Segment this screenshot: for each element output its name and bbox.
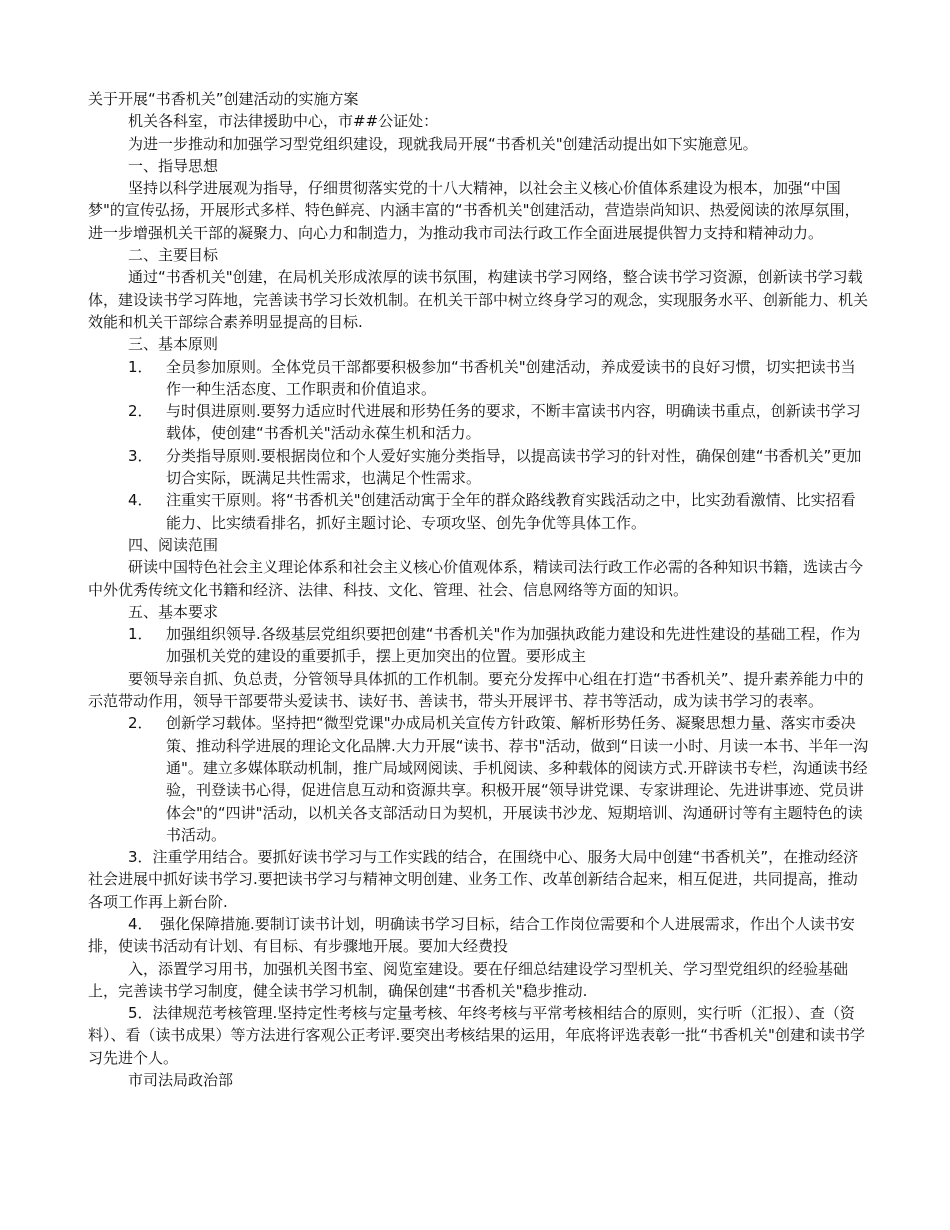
- requirement-item-3: 3．注重学用结合。要抓好读书学习与工作实践的结合，在围绕中心、服务大局中创建“书香机关”，在推动经济社会进展中抓好读书学习.要把读书学习与精神文明创建、业务工作、改革创新结合起来，相互促进，共同提高，推动各项工作再上新台阶.: [88, 848, 859, 911]
- requirement-item-4: 4． 强化保障措施.要制订读书计划，明确读书学习目标，结合工作岗位需要和个人进展需求，作出个人读书安排，使读书活动有计划、有目标、有步骤地开展。要加大经费投: [88, 914, 855, 956]
- section-1-text: 坚持以科学进展观为指导，仔细贯彻落实党的十八大精神，以社会主义核心价值体系建设为根本，加强“中国梦"的宣传弘扬，开展形式多样、特色鲜亮、内涵丰富的“书香机关"创建活动，营造崇尚知识、热爱阅读的浓厚氛围，进一步增强机关干部的凝聚力、向心力和制造力，为推动我市司法行政工作全面进展提供智力支持和精神动力。: [88, 179, 860, 242]
- requirement-item-1-continued: 要领导亲自抓、负总责，分管领导具体抓的工作机制。要充分发挥中心组在打造“书香机关”、提升素养能力中的示范带动作用，领导干部要带头爱读书、读好书、善读书，带头开展评书、荐书等活动，成为读书学习的表率。: [88, 669, 864, 711]
- section-3-heading: 三、基本原则: [128, 335, 219, 354]
- section-1-heading: 一、指导思想: [128, 156, 219, 175]
- requirement-item-1: [88, 623, 870, 668]
- requirement-item-4-continued: 入，添置学习用书，加强机关图书室、阅览室建设。要在仔细总结建设学习型机关、学习型党组织的经验基础上，完善读书学习制度，健全读书学习机制，确保创建“书香机关"稳步推动.: [88, 959, 849, 1000]
- signature: 市司法局政治部: [128, 1071, 234, 1090]
- item-text: 注重实干原则。将“书香机关"创建活动寓于全年的群众路线教育实践活动之中，比实劲看激情、比实招看能力、比实绩看排名，抓好主题讨论、专项攻坚、创先争优等具体工作。: [166, 491, 856, 532]
- intro-paragraph: 为进一步推动和加强学习型党组织建设，现就我局开展“书香机关"创建活动提出如下实施意见。: [128, 134, 758, 153]
- item-number: 2．: [128, 402, 153, 421]
- item-number: 3．: [128, 446, 153, 465]
- section-2-text: 通过“书香机关"创建，在局机关形成浓厚的读书氛围，构建读书学习网络，整合读书学习资源，创新读书学习载体，建设读书学习阵地，完善读书学习长效机制。在机关干部中树立终身学习的观念，实现服务水平、创新能力、机关效能和机关干部综合素养明显提高的目标.: [88, 268, 869, 331]
- item-text: 分类指导原则.要根据岗位和个人爱好实施分类指导，以提高读书学习的针对性，确保创建“书香机关”更加切合实际，既满足共性需求，也满足个性需求。: [166, 446, 862, 488]
- item-text: 与时俱进原则.要努力适应时代进展和形势任务的要求，不断丰富读书内容，明确读书重点，创新读书学习载体，使创建“书香机关"活动永葆生机和活力。: [166, 402, 861, 443]
- item-text: 创新学习载体。坚持把“微型党课"办成局机关宣传方针政策、解析形势任务、凝聚思想力量、落实市委决策、推动科学进展的理论文化品牌.大力开展“读书、荐书"活动，做到“日读一小时、月读一本书、半年一沟通"。建立多媒体联动机制，推广局域网阅读、手机阅读、多种载体的阅读方式.开辟读书专栏，沟通读书经验，刊登读书心得，促进信息互动和资源共享。积极开展“领导讲党课、专家讲理论、先进讲事迹、党员讲体会"的“四讲"活动，以机关各支部活动日为契机，开展读书沙龙、短期培训、沟通研讨等有主题特色的读书活动。: [166, 714, 869, 844]
- requirement-item-2: [88, 712, 870, 846]
- section-5-heading: 五、基本要求: [128, 602, 219, 621]
- section-4-text: 研读中国特色社会主义理论体系和社会主义核心价值观体系，精读司法行政工作必需的各种知识书籍，选读古今中外优秀传统文化书籍和经济、法律、科技、文化、管理、社会、信息网络等方面的知识。: [88, 558, 864, 599]
- section-2-heading: 二、主要目标: [128, 246, 219, 265]
- principle-item-1: [88, 356, 870, 401]
- item-text: 全员参加原则。全体党员干部都要积极参加“书香机关"创建活动，养成爱读书的良好习惯，切实把读书当作一种生活态度、工作职责和价值追求。: [166, 357, 856, 398]
- principle-item-4: [88, 489, 870, 534]
- item-number: 1．: [128, 357, 153, 376]
- section-4-heading: 四、阅读范围: [128, 535, 219, 554]
- principle-item-2: [88, 400, 870, 445]
- item-number: 4．: [128, 491, 153, 510]
- document-title: 关于开展“书香机关”创建活动的实施方案: [88, 90, 359, 108]
- principle-item-3: [88, 445, 870, 490]
- item-number: 1．: [128, 625, 153, 644]
- recipients: 机关各科室，市法律援助中心，市##公证处：: [128, 112, 439, 131]
- item-text: 加强组织领导.各级基层党组织要把创建“书香机关"作为加强执政能力建设和先进性建设的基础工程，作为加强机关党的建设的重要抓手，摆上更加突出的位置。要形成主: [166, 625, 861, 666]
- item-number: 2．: [128, 714, 153, 733]
- requirement-item-5: 5．法律规范考核管理.坚持定性考核与定量考核、年终考核与平常考核相结合的原则，实行听（汇报）、查（资料）、看（读书成果）等方法进行客观公正考评.要突出考核结果的运用，年底将评选表彰一批“书香机关"创建和读书学习先进个人。: [88, 1004, 865, 1067]
